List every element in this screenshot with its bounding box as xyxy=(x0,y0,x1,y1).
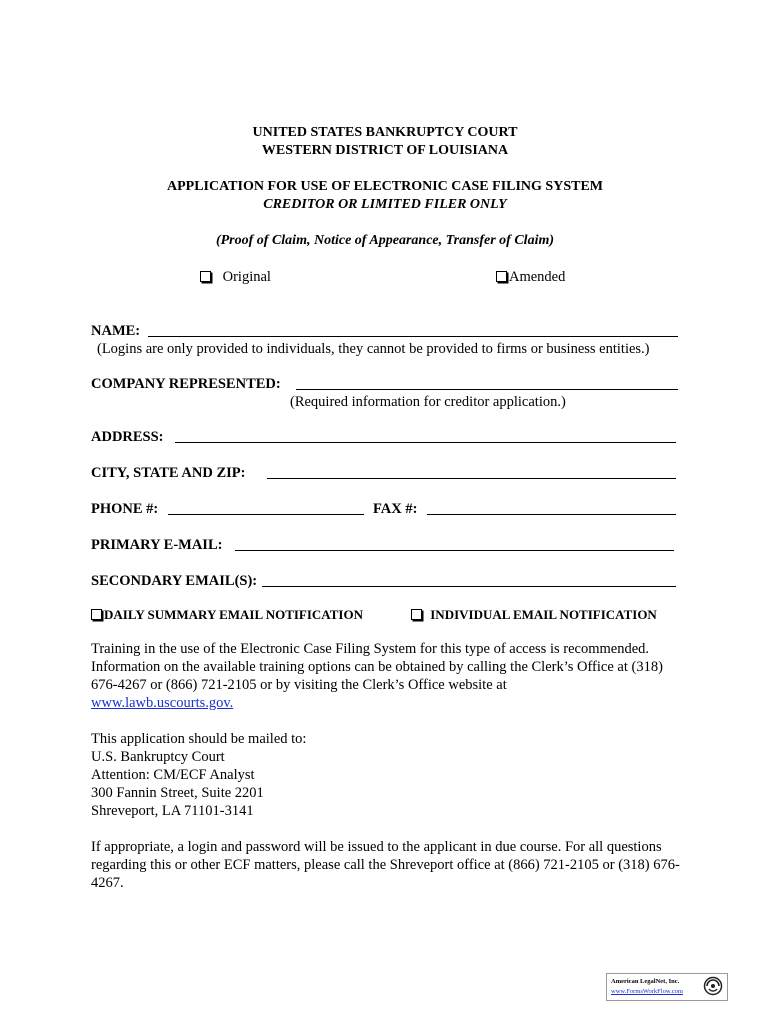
checkbox-icon[interactable] xyxy=(411,609,422,620)
company-field[interactable] xyxy=(296,389,678,390)
original-label: Original xyxy=(222,269,271,285)
original-option[interactable] xyxy=(200,268,271,286)
city-state-zip-label: CITY, STATE AND ZIP: xyxy=(91,465,246,481)
court-website-link[interactable]: www.lawb.uscourts.gov. xyxy=(91,695,234,711)
daily-summary-label: DAILY SUMMARY EMAIL NOTIFICATION xyxy=(104,607,363,622)
primary-email-field[interactable] xyxy=(235,550,674,551)
secondary-email-field[interactable] xyxy=(262,586,676,587)
address-label: ADDRESS: xyxy=(91,429,164,445)
legalnet-badge xyxy=(606,973,728,1001)
badge-url[interactable]: www.FormsWorkFlow.com xyxy=(611,988,683,995)
city-state-zip-field[interactable] xyxy=(267,478,676,479)
name-label: NAME: xyxy=(91,323,141,339)
mailing-block xyxy=(91,730,691,820)
mailing-line-3: 300 Fannin Street, Suite 2201 xyxy=(91,785,264,801)
globe-logo-icon xyxy=(703,976,723,996)
district-name: WESTERN DISTRICT OF LOUISIANA xyxy=(261,143,509,158)
fax-field[interactable] xyxy=(427,514,676,515)
application-purpose: (Proof of Claim, Notice of Appearance, Transfer of Claim) xyxy=(215,233,555,248)
amended-label: Amended xyxy=(509,269,566,285)
company-note: (Required information for creditor application.) xyxy=(290,394,566,410)
training-text: Training in the use of the Electronic Case Filing System for this type of access is recommended. Information on the available training options can be obtained by calling the Clerk’s Office at (318) 676-4267 or (866) 721-2105 or by visiting the Clerk’s Office website at xyxy=(91,641,663,693)
court-name: UNITED STATES BANKRUPTCY COURT xyxy=(252,125,518,140)
checkbox-icon[interactable] xyxy=(496,271,507,282)
application-title: APPLICATION FOR USE OF ELECTRONIC CASE FILING SYSTEM xyxy=(166,179,603,194)
individual-notification-option[interactable] xyxy=(411,607,657,623)
checkbox-icon[interactable] xyxy=(200,271,211,282)
application-subtitle: CREDITOR OR LIMITED FILER ONLY xyxy=(263,197,507,212)
badge-company: American LegalNet, Inc. xyxy=(611,978,680,985)
address-field[interactable] xyxy=(175,442,676,443)
training-paragraph xyxy=(91,640,691,712)
daily-summary-option[interactable] xyxy=(91,607,363,623)
name-note: (Logins are only provided to individuals, they cannot be provided to firms or business entities.) xyxy=(97,341,650,357)
mailing-line-4: Shreveport, LA 71101-3141 xyxy=(91,803,254,819)
company-label: COMPANY REPRESENTED: xyxy=(91,376,281,392)
phone-label: PHONE #: xyxy=(91,501,159,517)
individual-notification-label: INDIVIDUAL EMAIL NOTIFICATION xyxy=(430,607,657,622)
mailing-line-2: Attention: CM/ECF Analyst xyxy=(91,767,255,783)
phone-field[interactable] xyxy=(168,514,364,515)
secondary-email-label: SECONDARY EMAIL(S): xyxy=(91,573,258,589)
name-field[interactable] xyxy=(148,336,678,337)
mailing-line-1: U.S. Bankruptcy Court xyxy=(91,749,225,765)
closing-paragraph: If appropriate, a login and password will be issued to the applicant in due course. For all questions regarding this or other ECF matters, please call the Shreveport office at (866) 721-2105 or (318) 676-4267. xyxy=(91,839,680,891)
primary-email-label: PRIMARY E-MAIL: xyxy=(91,537,223,553)
amended-option[interactable] xyxy=(496,268,565,286)
checkbox-icon[interactable] xyxy=(91,609,102,620)
mailing-intro: This application should be mailed to: xyxy=(91,731,307,747)
fax-label: FAX #: xyxy=(373,501,418,517)
